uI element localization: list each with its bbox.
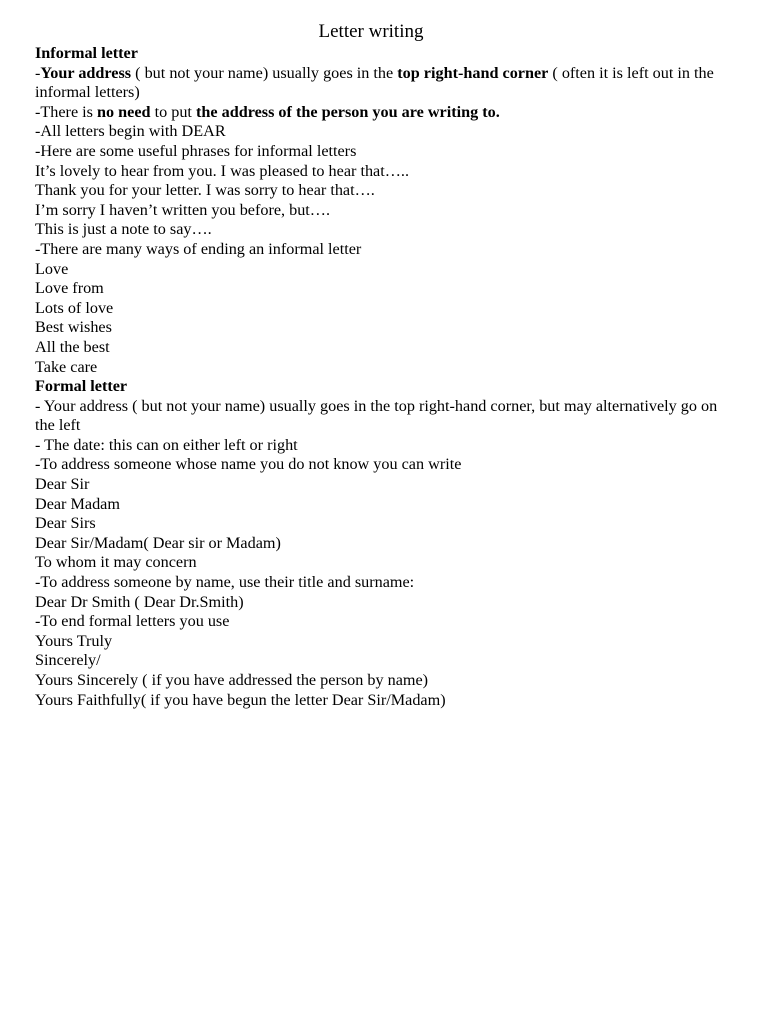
text-line: To whom it may concern bbox=[35, 553, 197, 572]
formal-heading: Formal letter bbox=[35, 377, 128, 396]
text-line: I’m sorry I haven’t written you before, but…. bbox=[35, 200, 331, 219]
text-span: -There is bbox=[35, 102, 98, 121]
text-line: -Here are some useful phrases for informal letters bbox=[35, 141, 357, 160]
informal-heading: Informal letter bbox=[35, 44, 138, 62]
text-line: Dear Dr Smith ( Dear Dr.Smith) bbox=[35, 592, 244, 611]
text-line: Love from bbox=[35, 279, 104, 298]
text-line: -All letters begin with DEAR bbox=[35, 122, 226, 141]
bold-span: no need bbox=[97, 102, 151, 121]
page-title: Letter writing bbox=[318, 21, 424, 42]
text-line: - Your address ( but not your name) usually goes in the top right-hand corner, but may alternatively go on the left bbox=[35, 396, 718, 435]
text-line: Dear Sirs bbox=[35, 514, 96, 533]
text-line: Thank you for your letter. I was sorry to hear that…. bbox=[35, 181, 375, 200]
text-line: Love bbox=[35, 259, 69, 278]
bold-span: Your address bbox=[40, 63, 132, 82]
text-line: Lots of love bbox=[35, 298, 114, 317]
text-line: This is just a note to say…. bbox=[35, 220, 212, 239]
text-line: Dear Sir bbox=[35, 475, 90, 494]
text-span: - bbox=[35, 63, 41, 82]
bold-span: the address of the person you are writing to. bbox=[195, 102, 500, 121]
text-line: Yours Faithfully( if you have begun the letter Dear Sir/Madam) bbox=[35, 690, 446, 709]
text-line: Sincerely/ bbox=[35, 651, 101, 670]
text-span: ( but not your name) usually goes in the bbox=[131, 63, 398, 82]
text-span: ( often it is left out in the informal letters) bbox=[35, 63, 714, 102]
text-line: - The date: this can on either left or right bbox=[35, 435, 298, 454]
text-span: to put bbox=[150, 102, 196, 121]
text-line: Dear Madam bbox=[35, 494, 120, 513]
document-page bbox=[35, 20, 735, 710]
text-line: All the best bbox=[35, 337, 110, 356]
text-line: Take care bbox=[35, 357, 98, 376]
text-line: -To end formal letters you use bbox=[35, 612, 230, 631]
text-line: Yours Truly bbox=[35, 631, 113, 650]
text-line: Yours Sincerely ( if you have addressed the person by name) bbox=[35, 671, 429, 689]
text-line: Best wishes bbox=[35, 318, 112, 337]
text-line: -To address someone whose name you do not know you can write bbox=[35, 455, 462, 474]
text-line: Dear Sir/Madam( Dear sir or Madam) bbox=[35, 533, 281, 552]
informal-no-need-line bbox=[35, 103, 735, 123]
text-line: It’s lovely to hear from you. I was pleased to hear that….. bbox=[35, 161, 410, 180]
text-line: -To address someone by name, use their title and surname: bbox=[35, 573, 415, 592]
informal-address-line bbox=[35, 64, 735, 103]
text-line: -There are many ways of ending an informal letter bbox=[35, 239, 362, 258]
bold-span: top right-hand corner bbox=[397, 63, 549, 82]
